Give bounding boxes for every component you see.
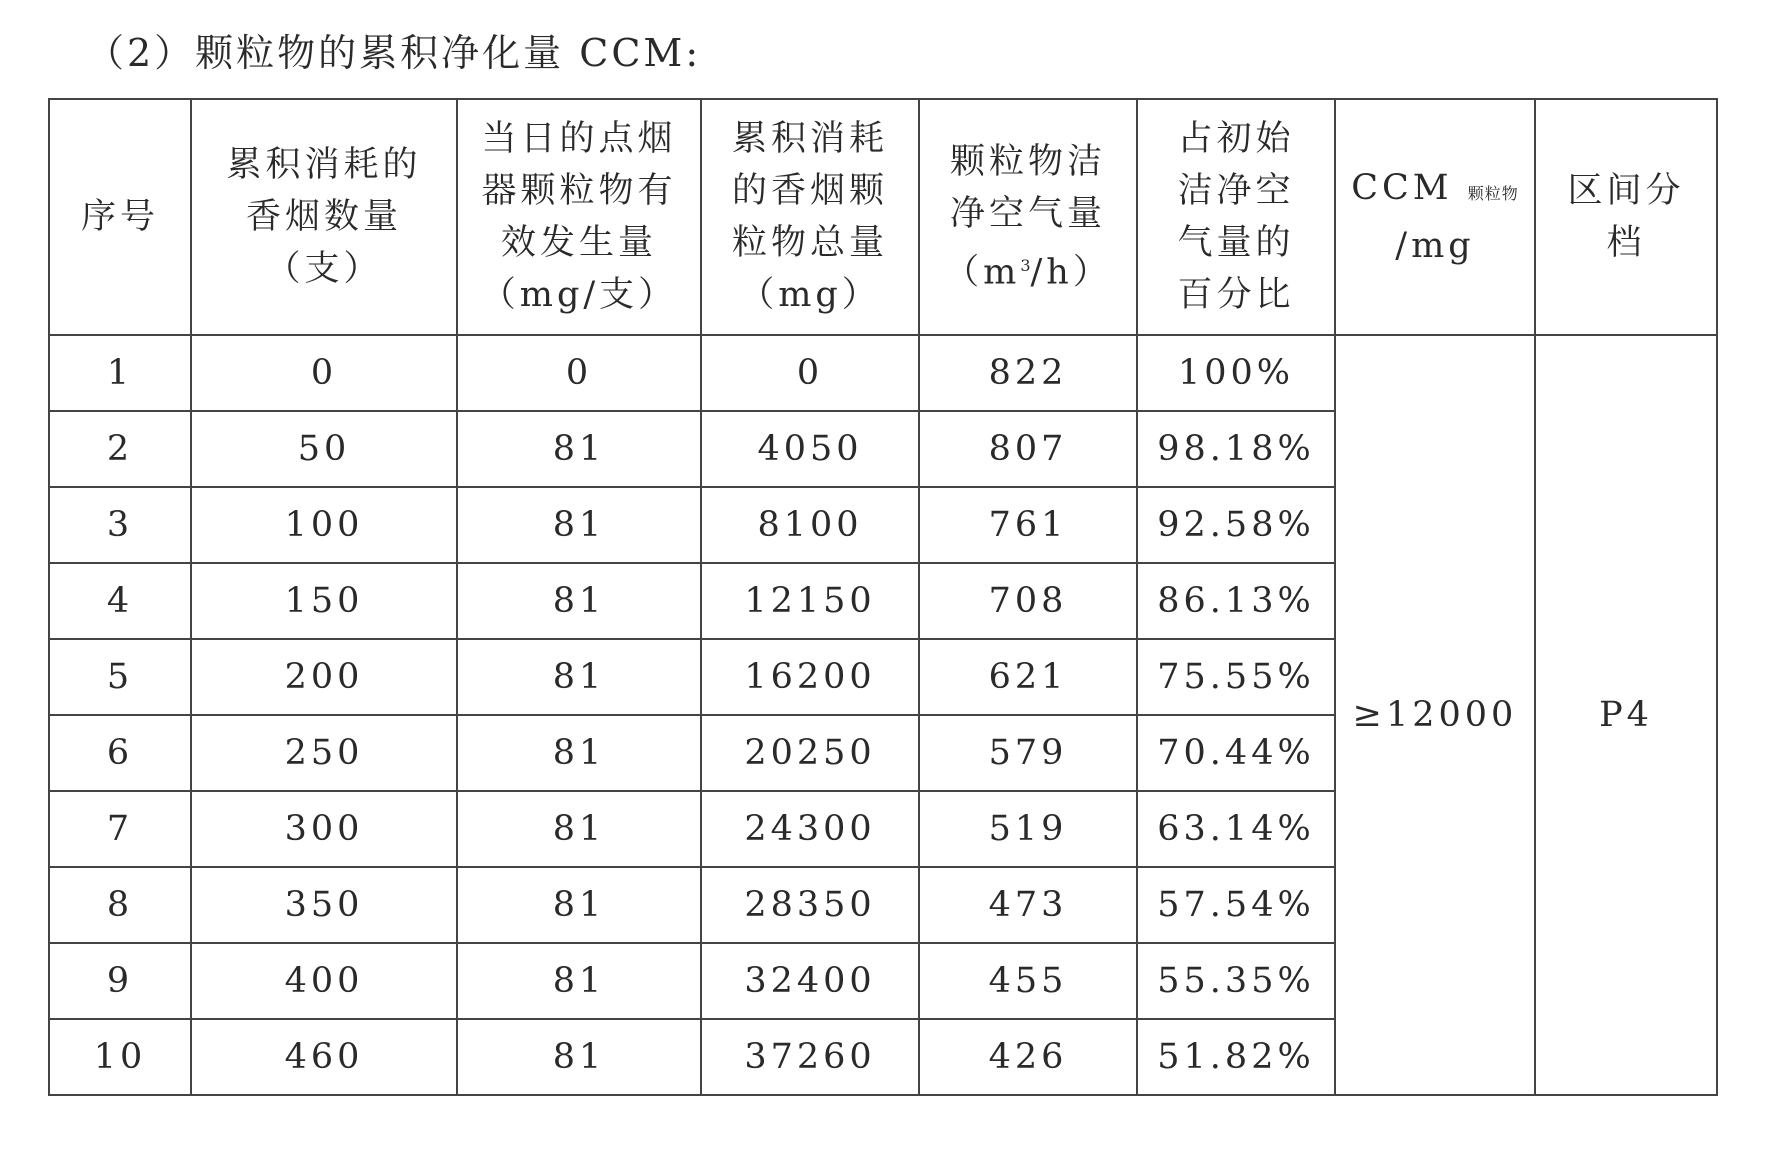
cell-cadr: 455 [919,943,1137,1019]
cell-cigarettes: 400 [191,943,457,1019]
cell-cigarettes: 50 [191,411,457,487]
cell-daily-generation: 81 [457,487,701,563]
cell-cadr: 579 [919,715,1137,791]
header-index: 序号 [49,99,191,335]
cell-total-mg: 12150 [701,563,919,639]
cell-cadr: 426 [919,1019,1137,1095]
table-row [49,335,1717,411]
ccm-value-cell: ≥12000 [1335,335,1535,1095]
cell-index: 7 [49,791,191,867]
cell-percentage: 86.13% [1137,563,1335,639]
cell-cigarettes: 150 [191,563,457,639]
cell-total-mg: 20250 [701,715,919,791]
cell-daily-generation: 81 [457,563,701,639]
cell-index: 6 [49,715,191,791]
cell-cadr: 708 [919,563,1137,639]
cell-cadr: 761 [919,487,1137,563]
header-ccm: CCM 颗粒物 /mg [1335,99,1535,335]
cell-total-mg: 0 [701,335,919,411]
cell-total-mg: 4050 [701,411,919,487]
cell-percentage: 75.55% [1137,639,1335,715]
cell-cadr: 473 [919,867,1137,943]
header-grade: 区间分 档 [1535,99,1717,335]
cell-percentage: 55.35% [1137,943,1335,1019]
cell-cigarettes: 300 [191,791,457,867]
cell-total-mg: 32400 [701,943,919,1019]
ccm-table [48,98,1718,1096]
header-cadr: 颗粒物洁 净空气量 $(m^3/h)$ [919,99,1137,335]
cell-total-mg: 24300 [701,791,919,867]
table-caption: （2）颗粒物的累积净化量 CCM: [86,31,702,75]
cell-total-mg: 28350 [701,867,919,943]
cell-index: 10 [49,1019,191,1095]
cell-daily-generation: 81 [457,715,701,791]
cell-daily-generation: 81 [457,411,701,487]
cell-cadr: 807 [919,411,1137,487]
header-row [49,99,1717,335]
cell-index: 4 [49,563,191,639]
cell-percentage: 70.44% [1137,715,1335,791]
cell-index: 8 [49,867,191,943]
cell-cigarettes: 460 [191,1019,457,1095]
header-cigarette-count: 累积消耗的 香烟数量 （支） [191,99,457,335]
cell-index: 1 [49,335,191,411]
cell-daily-generation: 81 [457,791,701,867]
cell-total-mg: 16200 [701,639,919,715]
cell-cadr: 822 [919,335,1137,411]
header-daily-generation: 当日的点烟 器颗粒物有 效发生量 （mg/支） [457,99,701,335]
cell-cigarettes: 250 [191,715,457,791]
cell-daily-generation: 81 [457,943,701,1019]
cell-cigarettes: 100 [191,487,457,563]
cell-cadr: 621 [919,639,1137,715]
cell-cigarettes: 350 [191,867,457,943]
cell-percentage: 57.54% [1137,867,1335,943]
header-total-particulate: 累积消耗 的香烟颗 粒物总量 （mg） [701,99,919,335]
cell-index: 5 [49,639,191,715]
cell-percentage: 51.82% [1137,1019,1335,1095]
header-percentage: 占初始 洁净空 气量的 百分比 [1137,99,1335,335]
cell-total-mg: 8100 [701,487,919,563]
cell-percentage: 98.18% [1137,411,1335,487]
cell-daily-generation: 81 [457,1019,701,1095]
cell-percentage: 92.58% [1137,487,1335,563]
cell-cadr: 519 [919,791,1137,867]
cell-index: 9 [49,943,191,1019]
cell-cigarettes: 200 [191,639,457,715]
cell-index: 3 [49,487,191,563]
cell-percentage: 63.14% [1137,791,1335,867]
cell-daily-generation: 81 [457,639,701,715]
cell-percentage: 100% [1137,335,1335,411]
cell-cigarettes: 0 [191,335,457,411]
cell-daily-generation: 81 [457,867,701,943]
cell-daily-generation: 0 [457,335,701,411]
grade-cell: P4 [1535,335,1717,1095]
cell-total-mg: 37260 [701,1019,919,1095]
cell-index: 2 [49,411,191,487]
